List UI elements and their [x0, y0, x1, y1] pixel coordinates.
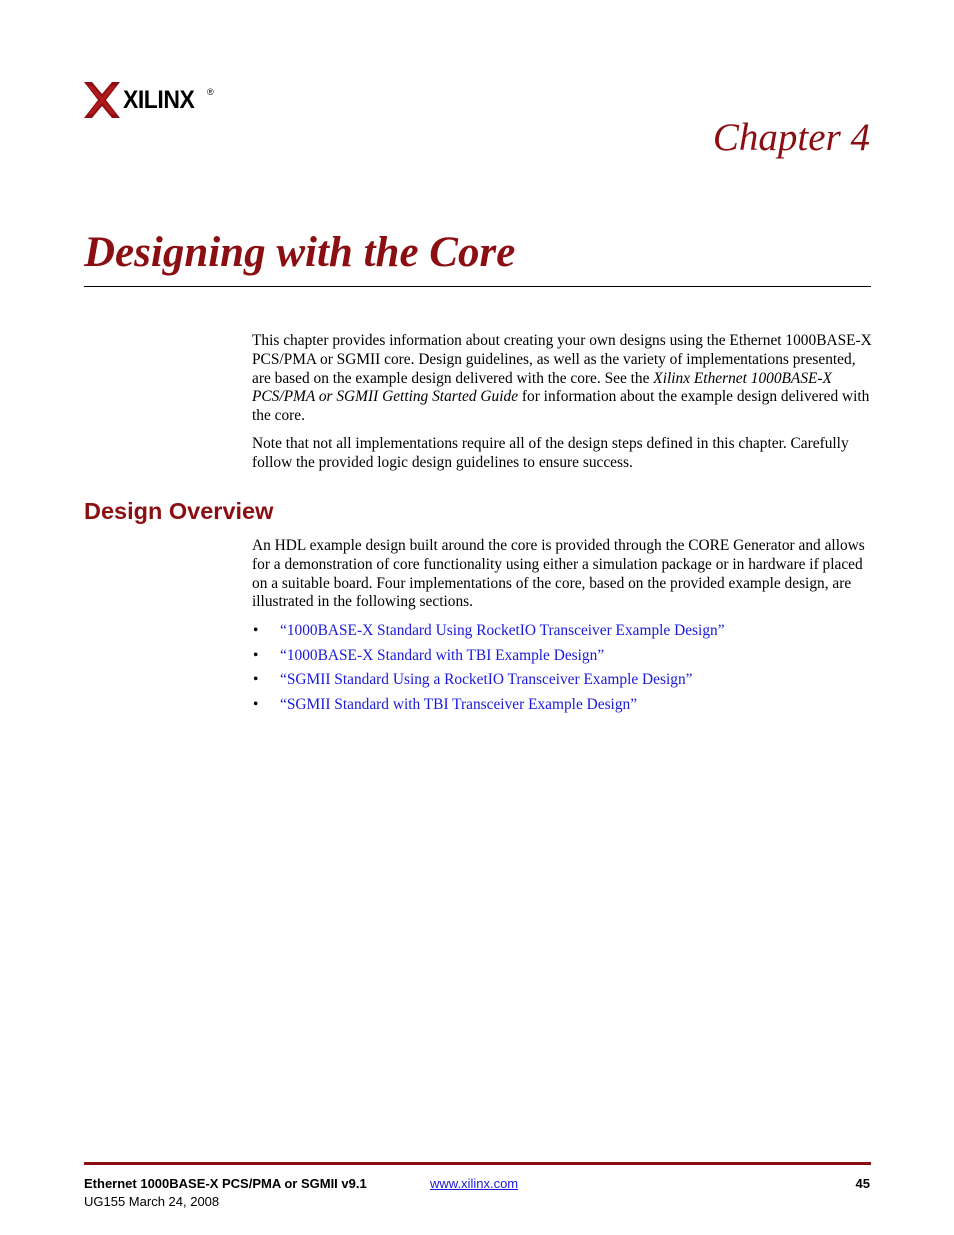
logo-wordmark: XILINX — [123, 85, 195, 114]
footer-website-link[interactable]: www.xilinx.com — [430, 1176, 519, 1191]
page-title: Designing with the Core — [84, 229, 516, 276]
registered-mark: ® — [207, 87, 214, 97]
page-number: 45 — [855, 1176, 870, 1191]
link-1000base-x-tbi[interactable]: “1000BASE-X Standard with TBI Example Design” — [280, 646, 605, 664]
footer-doc-id-date: UG155 March 24, 2008 — [84, 1194, 220, 1209]
intro-p1-text-b: for information about the example design delivered with the core. — [252, 388, 870, 425]
example-design-link-list — [252, 622, 725, 721]
intro-p1-text-a: This chapter provides information about creating your own designs using the Ethernet 1000BASE-X PCS/PMA or SGMII core. Design guidelines, as well as the variety of implementations presented, are based on the example design delivered with the core. See the — [252, 332, 872, 387]
xilinx-x-mark-icon — [84, 82, 120, 118]
list-item — [252, 671, 725, 696]
chapter-label: Chapter 4 — [712, 116, 870, 159]
bullet-icon: • — [253, 646, 259, 664]
intro-section — [252, 332, 872, 473]
bullet-icon: • — [253, 696, 259, 714]
link-sgmii-rocketio[interactable]: “SGMII Standard Using a RocketIO Transceiver Example Design” — [280, 671, 693, 689]
link-1000base-x-rocketio[interactable]: “1000BASE-X Standard Using RocketIO Transceiver Example Design” — [280, 622, 725, 639]
design-overview-paragraph: An HDL example design built around the core is provided through the CORE Generator and allows for a demonstration of core functionality using either a simulation package or in hardware if placed on a suitable board. Four implementations of the core, based on the provided example design, are illustrated in the following sections. — [252, 537, 865, 611]
list-item — [252, 622, 725, 647]
bullet-icon: • — [253, 622, 259, 639]
title-divider — [84, 286, 871, 287]
intro-paragraph-2: Note that not all implementations require all of the design steps defined in this chapter. Carefully follow the provided logic design guidelines to ensure success. — [252, 434, 849, 471]
design-overview-body — [252, 537, 872, 612]
link-sgmii-tbi[interactable]: “SGMII Standard with TBI Transceiver Example Design” — [280, 696, 638, 714]
list-item — [252, 647, 725, 672]
intro-paragraph-1 — [252, 332, 872, 426]
list-item — [252, 696, 725, 721]
getting-started-guide-title: Xilinx Ethernet 1000BASE-X PCS/PMA or SGMII Getting Started Guide — [252, 369, 832, 406]
bullet-icon: • — [253, 671, 259, 689]
footer-doc-title: Ethernet 1000BASE-X PCS/PMA or SGMII v9.1 — [84, 1176, 367, 1191]
section-heading-design-overview: Design Overview — [84, 498, 274, 524]
xilinx-logo — [84, 82, 214, 118]
footer-divider — [84, 1162, 871, 1165]
